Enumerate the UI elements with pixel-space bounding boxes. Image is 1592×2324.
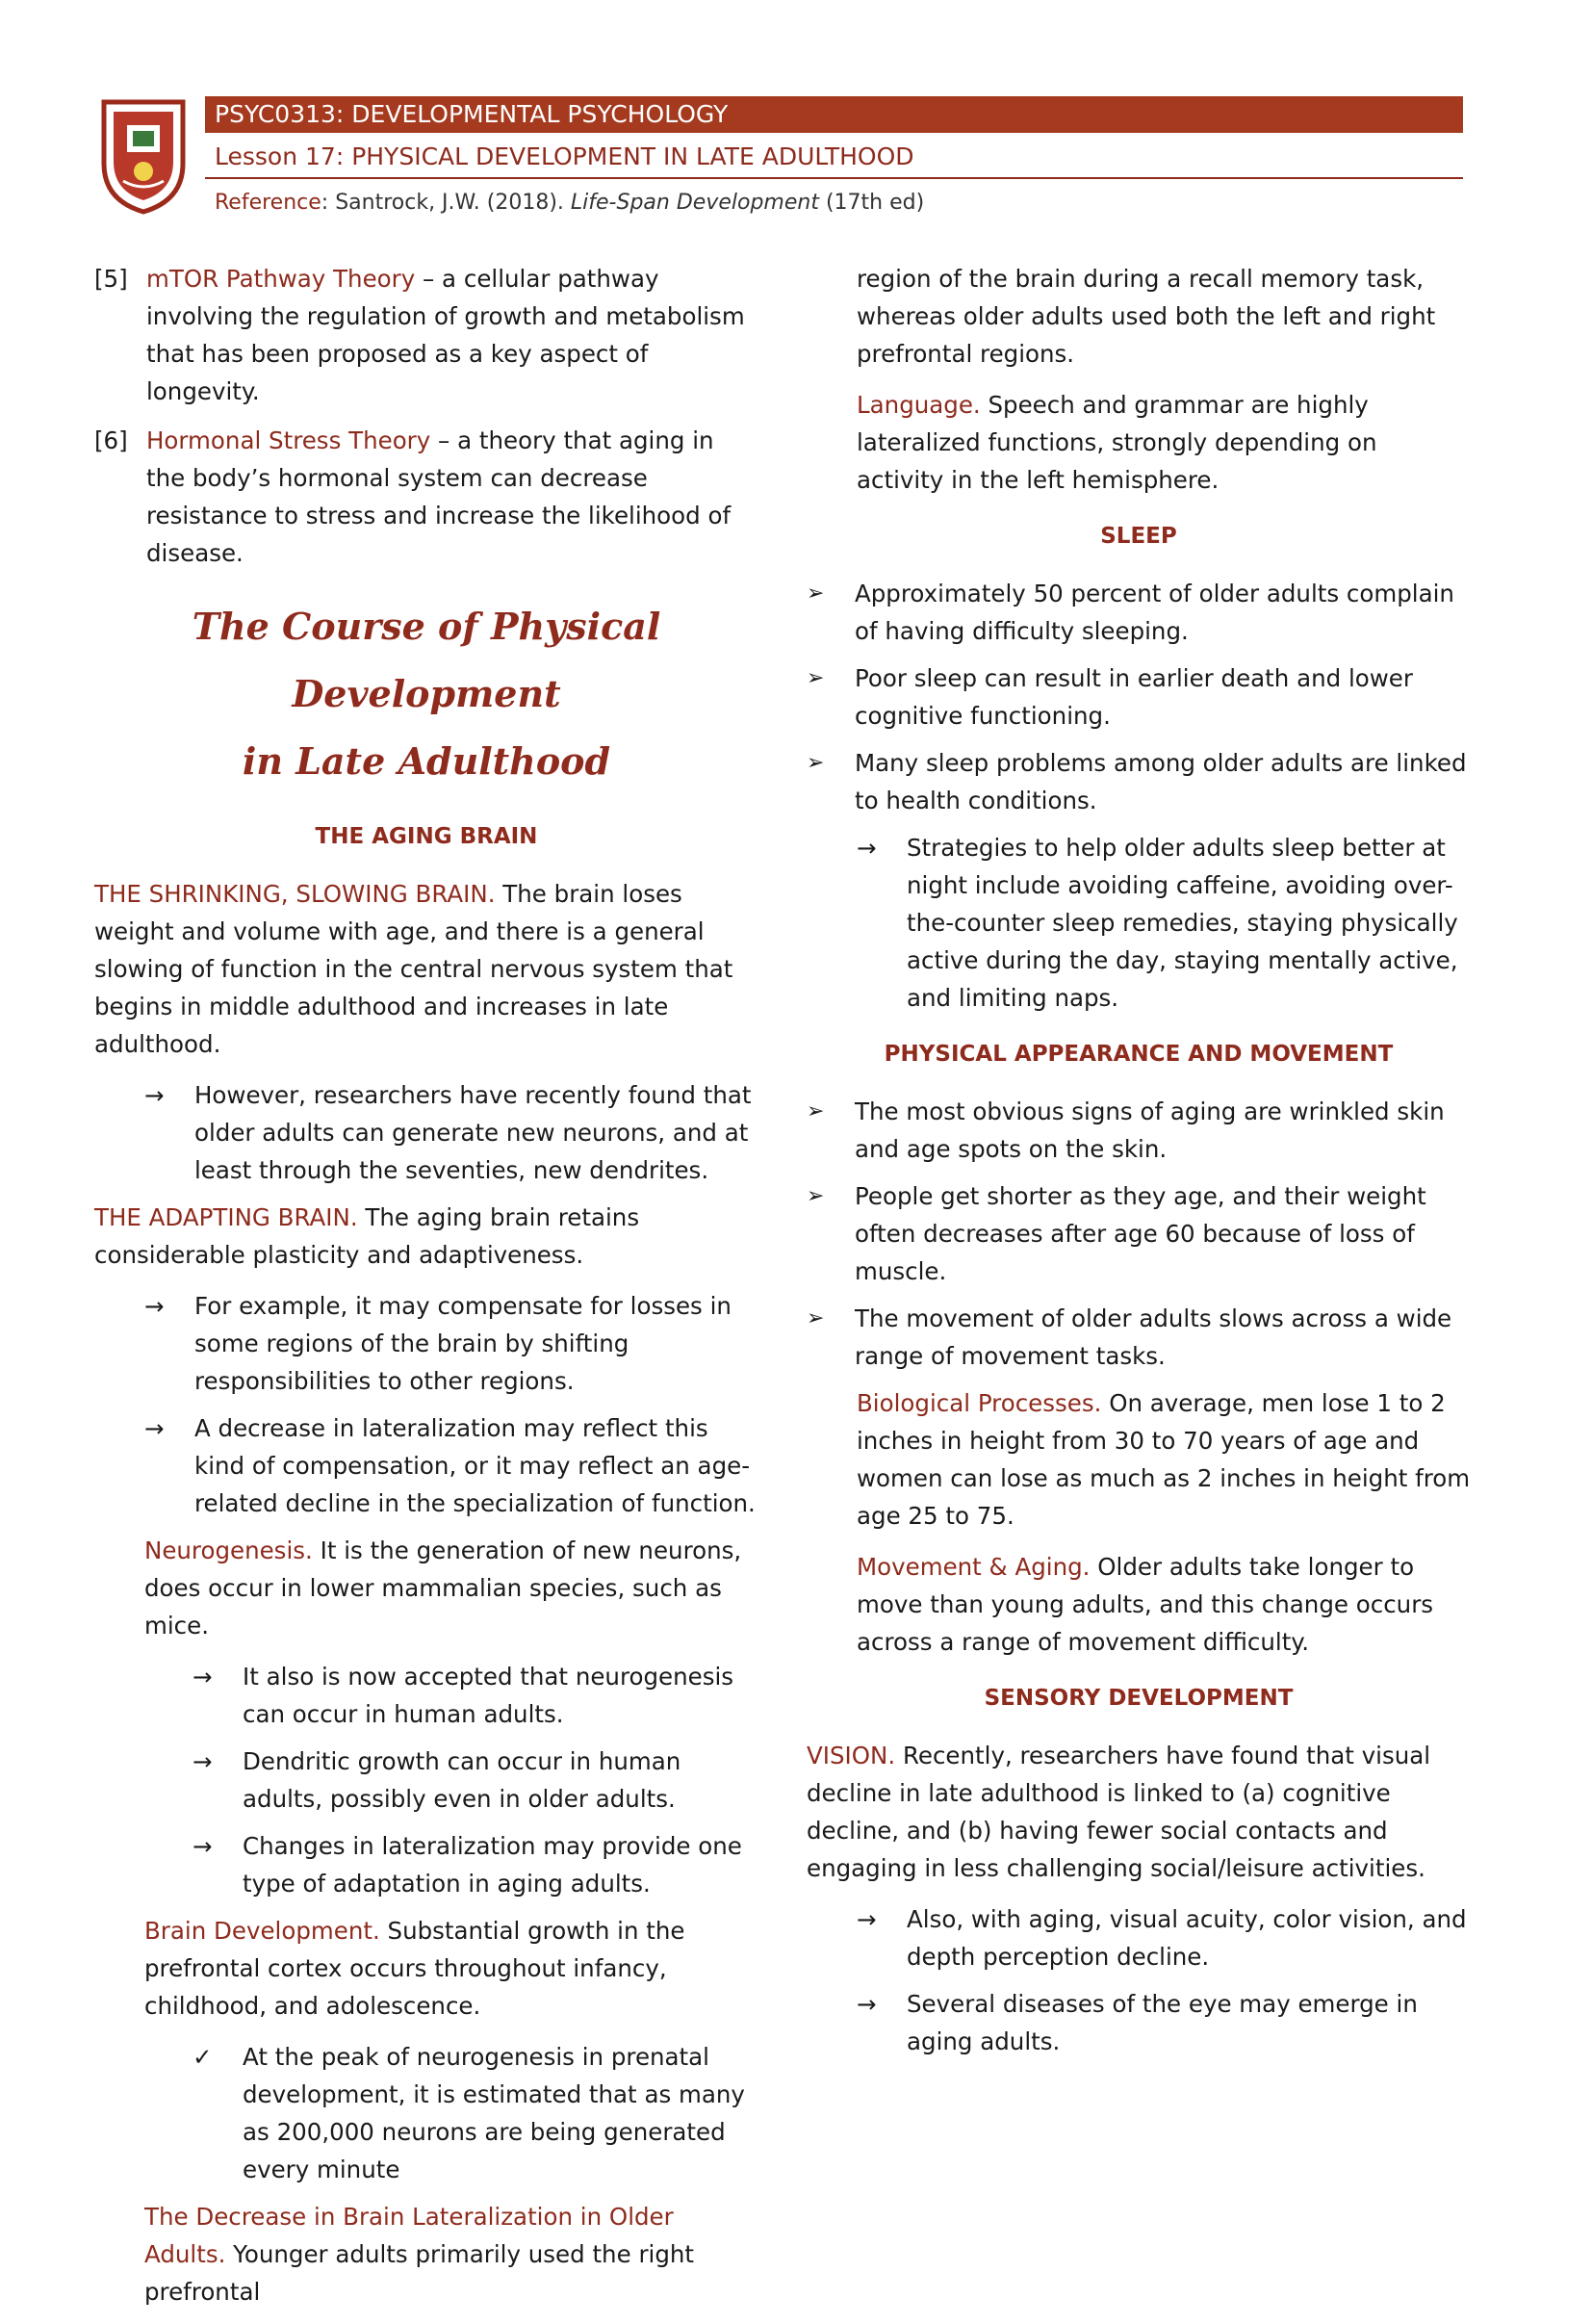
arrow-icon: → <box>857 1990 877 2018</box>
arrow-item <box>857 1985 1471 2060</box>
bullet-item <box>807 575 1471 650</box>
term: THE ADAPTING BRAIN. <box>94 1203 358 1231</box>
paragraph-text: The aging brain retains considerable plasticity and adaptiveness. <box>94 1203 640 1269</box>
arrow-item <box>193 1743 758 1818</box>
arrow-item <box>857 829 1471 1017</box>
check-text: At the peak of neurogenesis in prenatal development, it is estimated that as many as 200,000 neurons are being generated every minute <box>243 2043 745 2183</box>
bullet-arrow-icon: ➢ <box>807 1306 825 1330</box>
numbered-item-5 <box>94 260 758 410</box>
arrow-icon: → <box>857 834 877 862</box>
arrow-text: Strategies to help older adults sleep better at night include avoiding caffeine, avoiding over-the-counter sleep remedies, staying physically active during the day, staying mentally active, and limiting naps. <box>907 834 1458 1012</box>
item-number: [6] <box>94 426 128 454</box>
numbered-item-6 <box>94 422 758 572</box>
left-column <box>94 260 758 2324</box>
paragraph-text: On average, men lose 1 to 2 inches in height from 30 to 70 years of age and women can lose as much as 2 inches in height from age 25 to 75. <box>857 1389 1471 1530</box>
term: Biological Processes. <box>857 1389 1102 1417</box>
lesson-title: Lesson 17: PHYSICAL DEVELOPMENT IN LATE ADULTHOOD <box>205 139 1463 179</box>
brain-development-paragraph <box>144 1912 758 2025</box>
lateralization-continued: region of the brain during a recall memory task, whereas older adults used both the left and right prefrontal regions. <box>857 265 1436 368</box>
term: VISION. <box>807 1742 896 1769</box>
paragraph-text: Older adults take longer to move than young adults, and this change occurs across a range of movement difficulty. <box>857 1553 1434 1656</box>
language-paragraph <box>857 386 1471 499</box>
vision-paragraph <box>807 1737 1471 1887</box>
item-text <box>146 260 758 410</box>
paragraph-text: Younger adults primarily used the right prefrontal <box>144 2240 695 2306</box>
definition: – a theory that aging in the body’s hormonal system can decrease resistance to stress and increase the likelihood of disease. <box>146 426 732 567</box>
check-item <box>193 2038 758 2188</box>
term: Neurogenesis. <box>144 1536 313 1564</box>
bullet-arrow-icon: ➢ <box>807 666 825 690</box>
arrow-item <box>193 1827 758 1902</box>
paragraph-text: Substantial growth in the prefrontal cortex occurs throughout infancy, childhood, and adolescence. <box>144 1917 685 2020</box>
item-number: [5] <box>94 265 128 293</box>
arrow-text: A decrease in lateralization may reflect this kind of compensation, or it may reflect an age-related decline in the specialization of function. <box>194 1414 756 1517</box>
bullet-arrow-icon: ➢ <box>807 1184 825 1208</box>
lateralization-paragraph <box>144 2198 758 2311</box>
arrow-icon: → <box>193 1747 213 1775</box>
check-icon: ✓ <box>193 2043 213 2071</box>
bullet-text: Many sleep problems among older adults are linked to health conditions. <box>855 749 1467 814</box>
arrow-text: Several diseases of the eye may emerge in aging adults. <box>907 1990 1418 2055</box>
section-title <box>94 593 758 795</box>
course-title-bar: PSYC0313: DEVELOPMENTAL PSYCHOLOGY <box>205 96 1463 133</box>
reference-line <box>205 191 924 215</box>
university-seal-logo <box>94 96 193 216</box>
reference-edition: (17th ed) <box>818 191 925 215</box>
arrow-icon: → <box>193 1663 213 1691</box>
arrow-item <box>857 1900 1471 1975</box>
arrow-item <box>144 1409 758 1522</box>
shrinking-brain-paragraph <box>94 875 758 1063</box>
paragraph-text: It is the generation of new neurons, does occur in lower mammalian species, such as mice. <box>144 1536 742 1640</box>
arrow-text: Also, with aging, visual acuity, color vision, and depth perception decline. <box>907 1905 1467 1971</box>
arrow-icon: → <box>144 1292 165 1320</box>
bullet-item <box>807 659 1471 735</box>
term: The Decrease in Brain Lateralization in Older Adults. <box>144 2203 674 2268</box>
bullet-text: Approximately 50 percent of older adults complain of having difficulty sleeping. <box>855 580 1454 645</box>
title-line: The Course of Physical Development <box>192 605 661 715</box>
aging-brain-heading: THE AGING BRAIN <box>315 824 538 849</box>
bullet-item <box>807 744 1471 819</box>
arrow-item <box>144 1076 758 1189</box>
arrow-text: Changes in lateralization may provide one type of adaptation in aging adults. <box>243 1832 742 1898</box>
reference-author: : Santrock, J.W. (2018). <box>321 191 571 215</box>
term: Movement & Aging. <box>857 1553 1091 1581</box>
arrow-text: For example, it may compensate for losses in some regions of the brain by shifting responsibilities to other regions. <box>194 1292 732 1395</box>
bullet-item <box>807 1177 1471 1290</box>
sleep-heading: SLEEP <box>1100 524 1177 549</box>
arrow-item <box>193 1658 758 1733</box>
term: Language. <box>857 391 981 419</box>
bullet-arrow-icon: ➢ <box>807 581 825 606</box>
arrow-item <box>144 1287 758 1400</box>
bullet-text: People get shorter as they age, and their weight often decreases after age 60 because of loss of muscle. <box>855 1182 1426 1285</box>
paragraph-text: The brain loses weight and volume with age, and there is a general slowing of function in the central nervous system that begins in middle adulthood and increases in late adulthood. <box>94 880 733 1058</box>
arrow-icon: → <box>857 1905 877 1933</box>
paragraph-text: Speech and grammar are highly lateralized functions, strongly depending on activity in the left hemisphere. <box>857 391 1377 494</box>
term: THE SHRINKING, SLOWING BRAIN. <box>94 880 496 908</box>
biological-processes-paragraph <box>857 1384 1471 1535</box>
arrow-icon: → <box>144 1414 165 1442</box>
arrow-text: It also is now accepted that neurogenesis can occur in human adults. <box>243 1663 734 1728</box>
reference-label: Reference <box>215 191 321 215</box>
bullet-arrow-icon: ➢ <box>807 1099 825 1123</box>
bullet-text: The movement of older adults slows across a wide range of movement tasks. <box>855 1304 1452 1370</box>
bullet-arrow-icon: ➢ <box>807 751 825 775</box>
right-column <box>807 260 1471 2070</box>
neurogenesis-paragraph <box>144 1532 758 1644</box>
term: Hormonal Stress Theory <box>146 426 431 454</box>
bullet-text: The most obvious signs of aging are wrinkled skin and age spots on the skin. <box>855 1097 1445 1163</box>
term: mTOR Pathway Theory <box>146 265 416 293</box>
movement-aging-paragraph <box>857 1548 1471 1661</box>
arrow-text: However, researchers have recently found that older adults can generate new neurons, and at least through the seventies, new dendrites. <box>194 1081 752 1184</box>
arrow-text: Dendritic growth can occur in human adults, possibly even in older adults. <box>243 1747 681 1813</box>
paragraph-text: Recently, researchers have found that visual decline in late adulthood is linked to (a) cognitive decline, and (b) having fewer social contacts and engaging in less challenging social/leisure activities. <box>807 1742 1431 1882</box>
term: Brain Development. <box>144 1917 380 1945</box>
bullet-item <box>807 1093 1471 1168</box>
title-line: in Late Adulthood <box>242 739 611 783</box>
appearance-heading: PHYSICAL APPEARANCE AND MOVEMENT <box>884 1042 1394 1067</box>
arrow-icon: → <box>193 1832 213 1860</box>
bullet-text: Poor sleep can result in earlier death and lower cognitive functioning. <box>855 664 1413 730</box>
adapting-brain-paragraph <box>94 1199 758 1274</box>
sensory-heading: SENSORY DEVELOPMENT <box>984 1686 1294 1711</box>
bullet-item <box>807 1300 1471 1375</box>
reference-book-title: Life-Span Development <box>570 191 819 215</box>
arrow-icon: → <box>144 1081 165 1109</box>
definition: – a cellular pathway involving the regulation of growth and metabolism that has been proposed as a key aspect of longevity. <box>146 265 745 405</box>
item-text <box>146 422 758 572</box>
